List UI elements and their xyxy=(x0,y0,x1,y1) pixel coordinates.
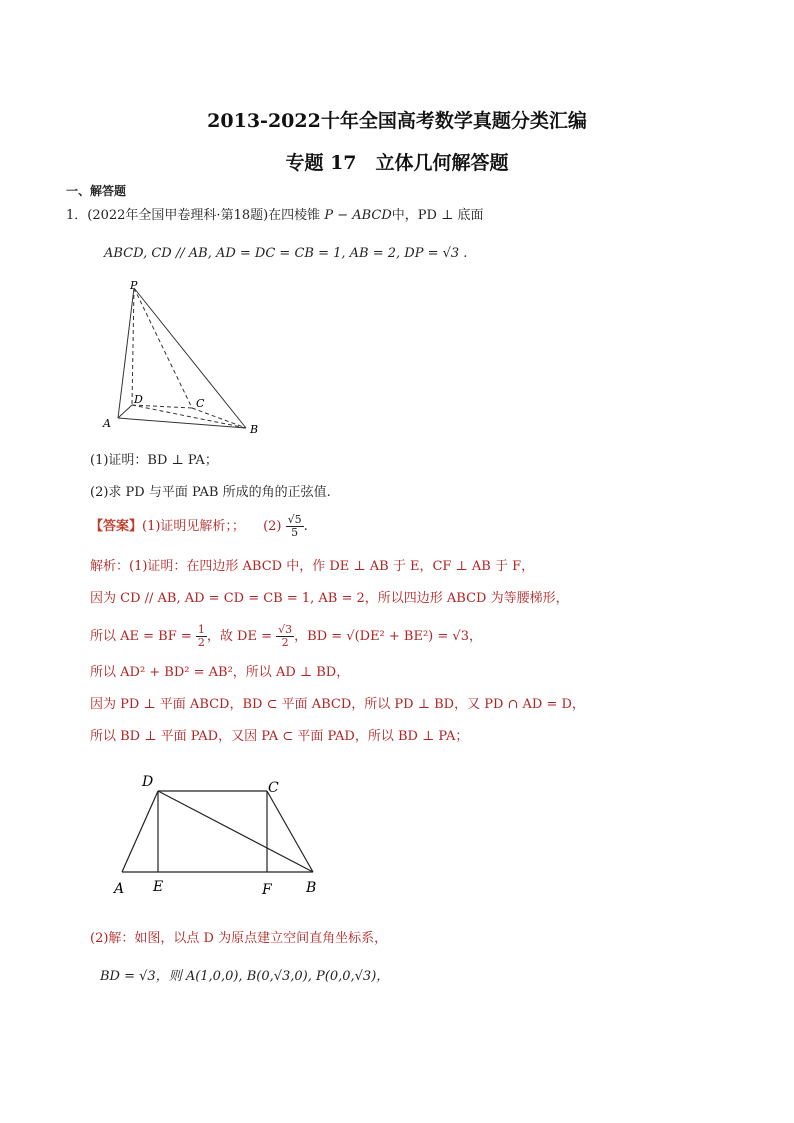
problem-lead-math: P − ABCD xyxy=(324,208,392,223)
edge-ab xyxy=(118,418,246,428)
trap-label-f: F xyxy=(262,882,272,898)
problem-source: (2022年全国甲卷理科·第18题)在四棱锥 xyxy=(87,208,321,223)
answer-part2-suffix: . xyxy=(303,519,308,534)
fraction-half-den: 2 xyxy=(197,636,205,649)
answer-line xyxy=(90,514,308,539)
trap-label-b: B xyxy=(306,880,317,896)
edge-db xyxy=(132,405,246,428)
answer-fraction xyxy=(286,514,304,539)
solution-line-3 xyxy=(90,624,482,649)
edge-ad xyxy=(118,405,132,418)
answer-fraction-den: 5 xyxy=(291,526,299,539)
answer-tag: 【答案】 xyxy=(90,519,143,534)
solution-line-7: (2)解：如图，以点 D 为原点建立空间直角坐标系， xyxy=(90,931,388,946)
problem-lead-tail: 中，PD ⊥ 底面 xyxy=(391,208,484,223)
solution-l3-b: ，故 DE = xyxy=(206,629,272,644)
trap-label-a: A xyxy=(114,881,125,897)
fraction-root3-half xyxy=(276,624,294,649)
solution-line-1: 解析：(1)证明：在四边形 ABCD 中，作 DE ⊥ AB 于 E，CF ⊥ AB 于 F， xyxy=(90,559,535,574)
pyramid-figure xyxy=(100,278,270,438)
edge-pc xyxy=(134,288,192,408)
fraction-root3-den: 2 xyxy=(281,636,289,649)
fraction-half xyxy=(196,624,207,649)
solution-l3-c: ，BD = √(DE² + BE²) = √3， xyxy=(294,629,482,644)
problem-line-1 xyxy=(66,207,483,225)
section-heading: 一、解答题 xyxy=(66,184,127,198)
problem-number: 1． xyxy=(66,208,88,223)
question-2: (2)求 PD 与平面 PAB 所成的角的正弦值. xyxy=(90,485,331,500)
answer-fraction-num: √5 xyxy=(287,513,302,526)
label-b: B xyxy=(250,423,259,436)
trap-label-e: E xyxy=(153,879,164,895)
trap-label-c: C xyxy=(268,780,279,796)
solution-line-8: BD = √3，则 A(1,0,0), B(0,√3,0), P(0,0,√3)， xyxy=(100,969,390,984)
label-a: A xyxy=(103,417,111,430)
label-c: C xyxy=(196,397,205,410)
solution-line-4: 所以 AD² + BD² = AB²，所以 AD ⊥ BD， xyxy=(90,665,350,680)
page-title: 2013-2022十年全国高考数学真题分类汇编 xyxy=(207,110,587,132)
solution-line-6: 所以 BD ⊥ 平面 PAD，又因 PA ⊂ 平面 PAD，所以 BD ⊥ PA； xyxy=(90,729,469,744)
side-ad xyxy=(122,791,158,872)
solution-l3-a: 所以 AE = BF = xyxy=(90,629,192,644)
problem-given: ABCD, CD // AB, AD = DC = CB = 1, AB = 2, DP = √3 . xyxy=(104,246,468,261)
edge-pa xyxy=(118,288,134,418)
trapezoid-figure xyxy=(110,770,330,900)
fraction-half-num: 1 xyxy=(197,623,205,636)
solution-line-5: 因为 PD ⊥ 平面 ABCD，BD ⊂ 平面 ABCD，所以 PD ⊥ BD，又 PD ∩ AD = D， xyxy=(90,697,585,712)
question-1: (1)证明：BD ⊥ PA； xyxy=(90,453,218,468)
page-subtitle: 专题 17 立体几何解答题 xyxy=(285,152,509,174)
label-p: P xyxy=(130,279,138,292)
solution-line-2: 因为 CD // AB, AD = CD = CB = 1, AB = 2，所以四边形 ABCD 为等腰梯形， xyxy=(90,591,569,606)
answer-part1: (1)证明见解析；； xyxy=(142,519,245,534)
answer-part2-prefix: (2) xyxy=(263,519,282,534)
fraction-root3-num: √3 xyxy=(278,623,293,636)
trap-label-d: D xyxy=(142,774,154,790)
edge-pb xyxy=(134,288,246,428)
label-d: D xyxy=(134,393,143,406)
